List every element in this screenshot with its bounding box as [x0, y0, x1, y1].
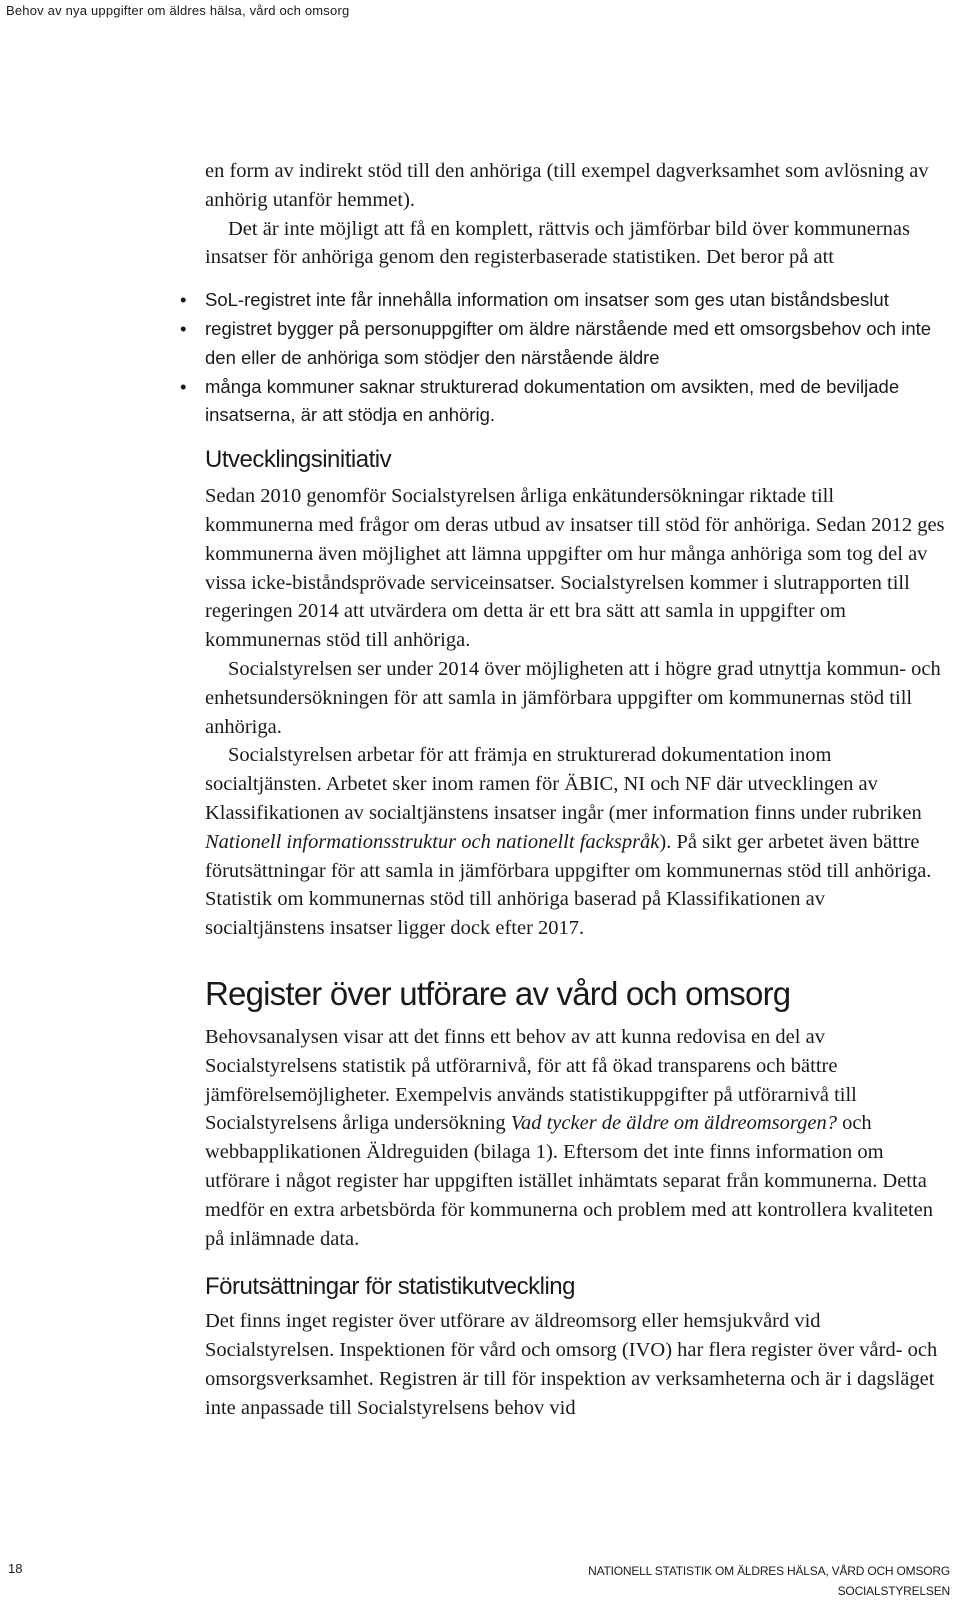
- paragraph-municipal-survey: Socialstyrelsen ser under 2014 över möjligheten att i högre grad utnyttja kommun- och enhetsundersökningen för att samla in jämförbara uppgifter om kommunernas stöd till anhöriga.: [205, 657, 941, 738]
- paragraph-text: ). På sikt ger arbetet även bättre förutsättningar för att samla in jämförbara uppgifter om kommunernas stöd till anhöriga. Statistik om kommunernas stöd till anhöriga baserad på Klassifikationen av socialtjänstens insatser ligger dock efter 2017.: [205, 830, 932, 940]
- paragraph-documentation: [205, 741, 945, 943]
- list-item: [180, 373, 945, 431]
- paragraph-text: och webbapplikationen Äldreguiden (bilaga 1). Eftersom det inte finns information om utförare i något register har uppgiften istället inhämtats separat från kommunerna. Detta medför en extra arbetsbörda för kommunerna och problem med att kontrollera kvaliteten på inlämnade data.: [205, 1112, 934, 1250]
- running-head: Behov av nya uppgifter om äldres hälsa, vård och omsorg: [6, 3, 350, 18]
- paragraph-continued: en form av indirekt stöd till den anhöriga (till exempel dagverksamhet som avlösning av anhörig utanför hemmet).: [205, 160, 929, 211]
- bullet-list: [180, 286, 945, 430]
- paragraph-needs-analysis: [205, 1023, 945, 1253]
- page-body: [180, 157, 945, 1422]
- paragraph-text: Behovsanalysen visar att det finns ett behov av att kunna redovisa en del av Socialstyrelsens statistik på utförarnivå, för att få ökad transparens och bättre jämförelsemöjligheter. Exempelvis används statistikuppgifter på utförarnivå till Socialstyrelsens årliga undersökning: [205, 1025, 857, 1135]
- list-item-text: SoL-registret inte får innehålla information om insatser som ges utan biståndsbeslut: [205, 289, 889, 311]
- list-item-text: registret bygger på personuppgifter om äldre närstående med ett omsorgsbehov och inte den eller de anhöriga som stödjer den närstående äldre: [205, 317, 932, 368]
- section-heading-prerequisites: Förutsättningar för statistikutveckling: [205, 1273, 575, 1301]
- italic-reference: Nationell informationsstruktur och nationellt fackspråk: [205, 830, 660, 853]
- section-heading-development: Utvecklingsinitiativ: [205, 446, 392, 474]
- bullet-icon: •: [180, 317, 187, 339]
- list-item: [180, 315, 945, 373]
- paragraph-survey: Sedan 2010 genomför Socialstyrelsen årliga enkätundersökningar riktade till kommunerna med frågor om deras utbud av insatser till stöd för anhöriga. Sedan 2012 ges kommunerna även möjlighet att lämna uppgifter om hur många anhöriga som tog del av vissa icke-biståndsprövade serviceinsatser. Socialstyrelsen kommer i slutrapporten till regeringen 2014 att utvärdera om detta är ett bra sätt att samla in uppgifter om kommunernas stöd till anhöriga.: [205, 485, 945, 652]
- bullet-icon: •: [180, 289, 187, 311]
- chapter-heading-register: Register över utförare av vård och omsorg: [205, 974, 791, 1012]
- paragraph-no-register: Det finns inget register över utförare av äldreomsorg eller hemsjukvård vid Socialstyrelsen. Inspektionen för vård och omsorg (IVO) har flera register över vård- och omsorgsverksamhet. Registren är till för inspektion av verksamheterna och är i dagsläget inte anpassade till Socialstyrelsens behov vid: [205, 1310, 938, 1419]
- bullet-icon: •: [180, 375, 187, 397]
- italic-reference: Vad tycker de äldre om äldreomsorgen?: [510, 1112, 837, 1135]
- footer-series: NATIONELL STATISTIK OM ÄLDRES HÄLSA, VÅRD OCH OMSORG: [588, 1564, 950, 1578]
- list-item-text: många kommuner saknar strukturerad dokumentation om avsikten, med de beviljade insatserna, är att stödja en anhörig.: [205, 375, 900, 426]
- footer-publisher: SOCIALSTYRELSEN: [837, 1584, 950, 1598]
- paragraph-registry-limits: Det är inte möjligt att få en komplett, rättvis och jämförbar bild över kommunernas insatser för anhöriga genom den registerbaserade statistiken. Det beror på att: [205, 217, 911, 269]
- footer-publication: [350, 1561, 950, 1601]
- paragraph-text: Socialstyrelsen arbetar för att främja en strukturerad dokumentation inom socialtjänsten. Arbetet sker inom ramen för ÄBIC, NI och NF där utvecklingen av Klassifikationen av socialtjänstens insatser ingår (mer information finns under rubriken: [205, 744, 922, 824]
- list-item: [180, 286, 945, 315]
- page-number: 18: [8, 1561, 23, 1576]
